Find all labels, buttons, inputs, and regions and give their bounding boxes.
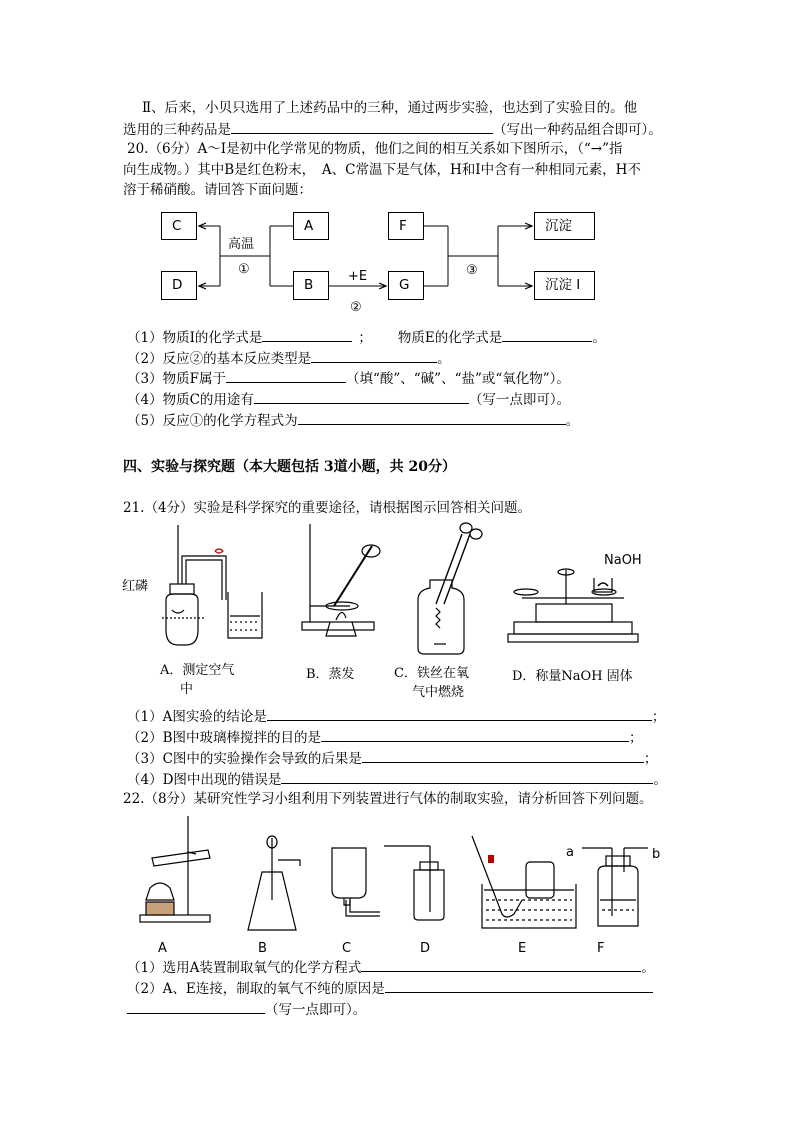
apparatus-label-b: B [258, 941, 267, 956]
q20-sub3-prompt: （3）物质F属于 [127, 371, 226, 387]
box-c: C [161, 212, 197, 240]
q20-sub5-prompt: （5）反应①的化学方程式为 [127, 413, 298, 429]
caption-c-line1: C．铁丝在氧 [394, 666, 469, 681]
q22-sub1-prompt: （1）选用A装置制取氧气的化学方程式 [127, 960, 362, 976]
answer-blank[interactable] [385, 978, 653, 993]
q22-sub1-end: 。 [641, 960, 655, 976]
reaction-2-label: ② [350, 300, 362, 315]
q20-sub5-end: 。 [565, 413, 580, 429]
q21-stem: 21.（4分）实验是科学探究的重要途径，请根据图示回答相关问题。 [123, 500, 532, 516]
apparatus-label-d: D [420, 941, 431, 956]
q20-stem-line1: 20.（6分）A～I是初中化学常见的物质，他们之间的相互关系如下图所示，（“→”指 [127, 141, 623, 157]
q22-sub2 [127, 978, 653, 998]
q20-sub4-prompt: （4）物质C的用途有 [127, 392, 254, 408]
q21-sub3-end: ； [643, 751, 658, 767]
apparatus-a-heating [140, 816, 210, 922]
q19-part2b-pre: 选用的三种药品是 [123, 122, 231, 138]
apparatus-c-collect-down [332, 848, 380, 916]
apparatus-label-c: C [342, 941, 352, 956]
reagent-e-label: +E [348, 269, 368, 284]
reaction-1-label: ① [238, 262, 250, 277]
q20-stem-line2: 向生成物。）其中B是红色粉末， A、C常温下是气体，H和I中含有一种相同元素，H不 [123, 162, 641, 178]
q20-sub2-end: 。 [437, 351, 451, 367]
reaction-3-label: ③ [466, 263, 478, 278]
q20-sub1-sep: ； [358, 330, 372, 346]
q22-stem: 22.（8分）某研究性学习小组利用下列装置进行气体的制取实验，请分析回答下列问题。 [123, 791, 653, 807]
answer-blank[interactable] [361, 957, 641, 972]
q21-sub1-end: ； [651, 709, 666, 725]
apparatus-f-wash-bottle [582, 848, 648, 926]
q19-part2b-post: （写出一种药品组合即可）。 [493, 122, 662, 138]
q20-sub2-prompt: （2）反应②的基本反应类型是 [127, 351, 312, 367]
answer-blank[interactable] [127, 999, 265, 1014]
caption-c-line2: 气中燃烧 [412, 685, 465, 700]
q20-sub1-end: 。 [592, 330, 606, 346]
q21-sub4-prompt: （4）D图中出现的错误是 [127, 772, 282, 788]
apparatus-label-f: F [597, 941, 605, 956]
q22-sub2-cont [127, 999, 366, 1019]
caption-a-line1: A．测定空气 [160, 663, 235, 678]
q22-sub1 [127, 957, 655, 977]
q20-sub3-hint: （填“酸”、“碱”、“盐”或“氧化物”）。 [345, 371, 570, 387]
q22-sub2-prompt: （2）A、E连接，制取的氧气不纯的原因是 [127, 981, 385, 997]
q20-sub1-prompt-e: 物质E的化学式是 [397, 330, 503, 346]
caption-d: D．称量NaOH 固体 [512, 669, 633, 684]
port-b-label: b [652, 847, 661, 862]
q21-sub2-prompt: （2）B图中玻璃棒搅拌的目的是 [127, 730, 322, 746]
q20-sub1-prompt: （1）物质I的化学式是 [127, 330, 263, 346]
box-i: 沉淀 I [534, 271, 595, 300]
caption-b: B．蒸发 [306, 667, 355, 682]
caption-a-line2: 中 [180, 682, 194, 697]
q20-sub4-hint: （写一点即可）。 [468, 392, 571, 408]
label-naoh: NaOH [604, 553, 642, 568]
q21-sub1-prompt: （1）A图实验的结论是 [127, 709, 267, 725]
apparatus-label-e: E [518, 941, 527, 956]
apparatus-e-water-trough [472, 836, 576, 928]
label-red-phosphorus: 红磷 [122, 579, 149, 594]
box-h: 沉淀 [534, 212, 595, 240]
box-f: F [388, 212, 424, 240]
apparatus-label-a: A [158, 941, 167, 956]
box-b: B [293, 271, 329, 300]
q21-sub4-end: 。 [653, 772, 667, 788]
q21-sub2-end: ； [629, 730, 643, 746]
box-d: D [161, 271, 197, 300]
section-4-heading: 四、实验与探究题（本大题包括 3道小题，共 20分） [123, 459, 456, 475]
apparatus-b-flask [248, 836, 300, 930]
q22-sub2-hint: （写一点即可）。 [265, 1002, 367, 1018]
box-a: A [293, 212, 329, 240]
q20-stem-line3: 溶于稀硝酸。请回答下面问题： [123, 182, 312, 198]
box-g: G [388, 271, 424, 300]
q19-part2-text: Ⅱ、后来，小贝只选用了上述药品中的三种，通过两步实验，也达到了实验目的。他 [142, 100, 638, 116]
condition-high-temp: 高温 [228, 237, 255, 252]
port-a-label: a [566, 845, 574, 860]
apparatus-d-collect-up [384, 846, 444, 920]
q21-sub3-prompt: （3）C图中的实验操作会导致的后果是 [127, 751, 362, 767]
